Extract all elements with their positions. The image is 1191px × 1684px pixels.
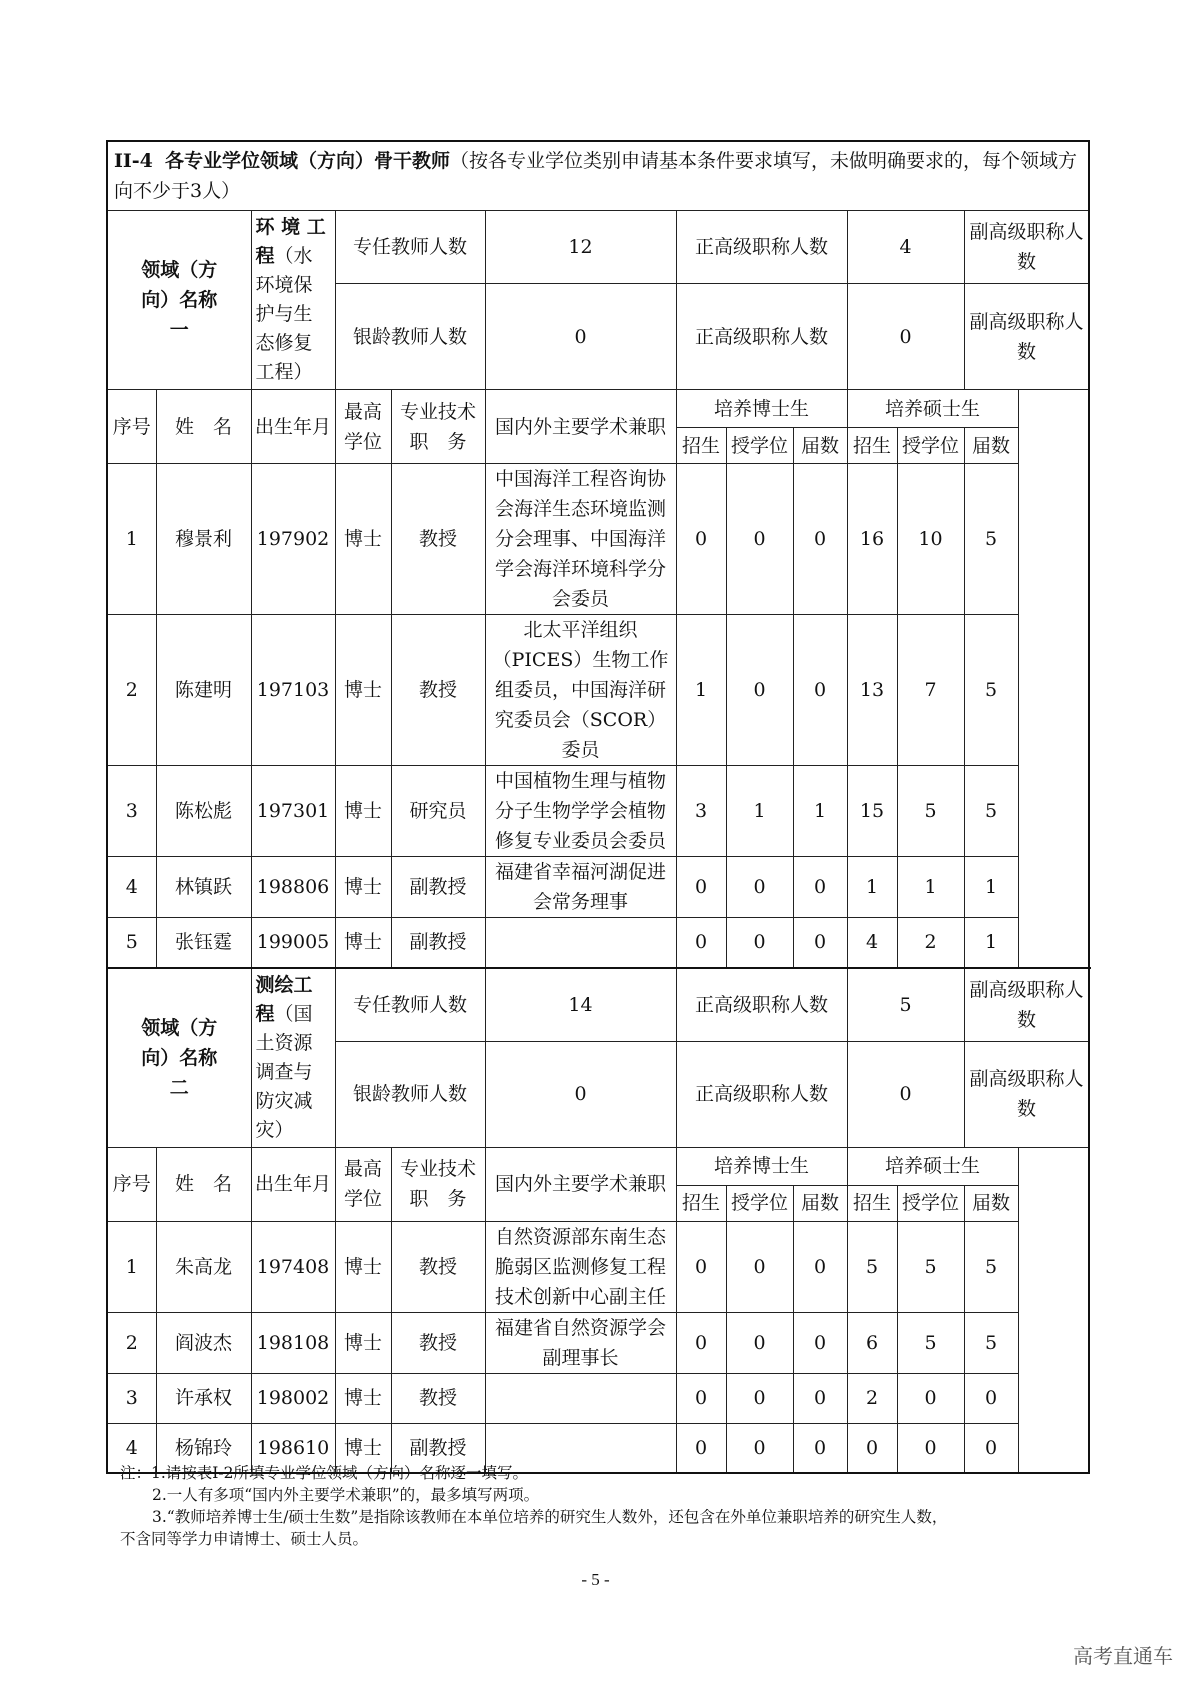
table-row (107, 1221, 1089, 1312)
column-header-row (107, 1147, 1089, 1185)
phd-count-cell: 1 (726, 766, 793, 857)
phd-cohorts-header: 届数 (793, 428, 847, 464)
master-count-cell: 5 (897, 1312, 964, 1373)
table-row (107, 918, 1089, 968)
table-row (107, 464, 1089, 615)
column-header-row (107, 390, 1089, 428)
domain-name-detail: （水环境保护与生态修复工程） (255, 245, 313, 383)
full-time-value: 14 (485, 968, 676, 1042)
table-row (107, 857, 1089, 918)
master-count-cell: 0 (964, 1373, 1018, 1423)
degree-cell: 博士 (335, 615, 391, 766)
master-header: 培养硕士生 (847, 1147, 1018, 1185)
domain-summary-row (107, 968, 1089, 1042)
core-teacher-table (106, 140, 1090, 1474)
seq-cell: 2 (107, 615, 156, 766)
phd-count-cell: 0 (793, 918, 847, 968)
watermark: 高考直通车 (1073, 1644, 1173, 1668)
birth-cell: 198610 (251, 1423, 335, 1473)
birth-cell: 198806 (251, 857, 335, 918)
master-header: 培养硕士生 (847, 390, 1018, 428)
name-cell: 杨锦玲 (156, 1423, 251, 1473)
master-count-cell: 10 (897, 464, 964, 615)
silver-senior-label: 正高级职称人数 (676, 284, 847, 390)
master-count-cell: 0 (897, 1423, 964, 1473)
domain-label: 领域（方向）名称一 (107, 211, 251, 390)
senior-value: 4 (847, 211, 964, 284)
domain-name-main: 测绘工程 (255, 973, 313, 1025)
degree-cell: 博士 (335, 464, 391, 615)
silver-vice-label: 副高级职称人数 (964, 284, 1089, 390)
title-cell: 教授 (391, 464, 485, 615)
title-cell: 副教授 (391, 1423, 485, 1473)
phd-count-cell: 0 (726, 1423, 793, 1473)
title-cell: 教授 (391, 1221, 485, 1312)
title-cell: 教授 (391, 1312, 485, 1373)
birth-header: 出生年月 (251, 390, 335, 464)
phd-count-cell: 0 (793, 1423, 847, 1473)
master-count-cell: 6 (847, 1312, 897, 1373)
posts-cell: 北太平洋组织（PICES）生物工作组委员，中国海洋研究委员会（SCOR）委员 (485, 615, 676, 766)
phd-count-cell: 0 (726, 464, 793, 615)
table-row (107, 1312, 1089, 1373)
master-cohorts-header: 届数 (964, 1185, 1018, 1221)
degree-header: 最高学位 (335, 1147, 391, 1221)
table-heading: 各专业学位领域（方向）骨干教师 (164, 150, 450, 172)
name-cell: 许承权 (156, 1373, 251, 1423)
phd-count-cell: 0 (793, 1373, 847, 1423)
master-count-cell: 5 (847, 1221, 897, 1312)
master-count-cell: 2 (847, 1373, 897, 1423)
phd-award-header: 授学位 (726, 1185, 793, 1221)
degree-cell: 博士 (335, 1312, 391, 1373)
phd-count-cell: 0 (793, 464, 847, 615)
title-header: 专业技术职 务 (391, 1147, 485, 1221)
master-count-cell: 0 (897, 1373, 964, 1423)
master-count-cell: 1 (964, 857, 1018, 918)
master-count-cell: 5 (964, 766, 1018, 857)
master-count-cell: 0 (964, 1423, 1018, 1473)
silver-senior-value: 0 (847, 284, 964, 390)
degree-cell: 博士 (335, 1221, 391, 1312)
master-enroll-header: 招生 (847, 428, 897, 464)
birth-cell: 198108 (251, 1312, 335, 1373)
name-cell: 林镇跃 (156, 857, 251, 918)
master-count-cell: 13 (847, 615, 897, 766)
phd-count-cell: 0 (676, 464, 726, 615)
master-count-cell: 2 (897, 918, 964, 968)
domain-label: 领域（方向）名称二 (107, 968, 251, 1148)
master-count-cell: 1 (964, 918, 1018, 968)
phd-count-cell: 0 (676, 1221, 726, 1312)
silver-value: 0 (485, 1041, 676, 1147)
seq-cell: 2 (107, 1312, 156, 1373)
degree-cell: 博士 (335, 857, 391, 918)
phd-count-cell: 3 (676, 766, 726, 857)
phd-header: 培养博士生 (676, 390, 847, 428)
seq-cell: 1 (107, 464, 156, 615)
table-code: II-4 (114, 150, 153, 172)
master-count-cell: 4 (847, 918, 897, 968)
seq-cell: 3 (107, 1373, 156, 1423)
posts-cell: 福建省自然资源学会副理事长 (485, 1312, 676, 1373)
phd-header: 培养博士生 (676, 1147, 847, 1185)
phd-count-cell: 0 (726, 857, 793, 918)
domain-summary-row (107, 211, 1089, 284)
name-cell: 穆景利 (156, 464, 251, 615)
phd-count-cell: 0 (676, 1373, 726, 1423)
document-page (106, 140, 1088, 1474)
degree-cell: 博士 (335, 1373, 391, 1423)
seq-cell: 4 (107, 1423, 156, 1473)
birth-cell: 198002 (251, 1373, 335, 1423)
name-cell: 朱高龙 (156, 1221, 251, 1312)
seq-header: 序号 (107, 390, 156, 464)
phd-count-cell: 1 (676, 615, 726, 766)
master-count-cell: 5 (964, 615, 1018, 766)
phd-count-cell: 1 (793, 766, 847, 857)
master-cohorts-header: 届数 (964, 428, 1018, 464)
posts-cell: 中国海洋工程咨询协会海洋生态环境监测分会理事、中国海洋学会海洋环境科学分会委员 (485, 464, 676, 615)
table-row (107, 1373, 1089, 1423)
phd-count-cell: 0 (676, 918, 726, 968)
master-award-header: 授学位 (897, 1185, 964, 1221)
birth-cell: 197902 (251, 464, 335, 615)
title-cell: 副教授 (391, 918, 485, 968)
table-body (107, 141, 1089, 1473)
title-header: 专业技术职 务 (391, 390, 485, 464)
phd-count-cell: 0 (726, 918, 793, 968)
silver-vice-label: 副高级职称人数 (964, 1041, 1089, 1147)
domain-name (251, 968, 335, 1148)
master-count-cell: 5 (964, 464, 1018, 615)
master-count-cell: 1 (897, 857, 964, 918)
silver-senior-value: 0 (847, 1041, 964, 1147)
domain-name-detail: （国土资源调查与防灾减灾） (255, 1002, 313, 1141)
birth-cell: 199005 (251, 918, 335, 968)
posts-cell (485, 1373, 676, 1423)
master-count-cell: 0 (847, 1423, 897, 1473)
phd-count-cell: 0 (676, 857, 726, 918)
master-count-cell: 1 (847, 857, 897, 918)
phd-count-cell: 0 (726, 1373, 793, 1423)
seq-cell: 3 (107, 766, 156, 857)
phd-cohorts-header: 届数 (793, 1185, 847, 1221)
phd-count-cell: 0 (726, 1312, 793, 1373)
footnote-3: 3.“教师培养博士生/硕士生数”是指除该教师在本单位培养的研究生人数外，还包含在外单位兼职培养的研究生人数， (152, 1508, 948, 1526)
silver-senior-label: 正高级职称人数 (676, 1041, 847, 1147)
posts-cell: 中国植物生理与植物分子生物学学会植物修复专业委员会委员 (485, 766, 676, 857)
master-count-cell: 15 (847, 766, 897, 857)
phd-count-cell: 0 (676, 1423, 726, 1473)
master-count-cell: 5 (964, 1312, 1018, 1373)
phd-enroll-header: 招生 (676, 428, 726, 464)
full-time-label: 专任教师人数 (335, 211, 485, 284)
footnote-2: 2.一人有多项“国内外主要学术兼职”的，最多填写两项。 (152, 1486, 540, 1504)
seq-cell: 1 (107, 1221, 156, 1312)
vice-senior-label: 副高级职称人数 (964, 211, 1089, 284)
senior-value: 5 (847, 968, 964, 1042)
master-count-cell: 5 (964, 1221, 1018, 1312)
footnote-1: 注：1.请按表I-2所填专业学位领域（方向）名称逐一填写。 (120, 1464, 529, 1482)
seq-cell: 4 (107, 857, 156, 918)
title-row (107, 141, 1089, 211)
silver-label: 银龄教师人数 (335, 284, 485, 390)
master-enroll-header: 招生 (847, 1185, 897, 1221)
posts-header: 国内外主要学术兼职 (485, 1147, 676, 1221)
name-cell: 陈建明 (156, 615, 251, 766)
phd-count-cell: 0 (676, 1312, 726, 1373)
master-count-cell: 5 (897, 766, 964, 857)
footnotes (120, 1462, 1090, 1550)
page-number: - 5 - (581, 1570, 610, 1589)
name-header: 姓 名 (156, 390, 251, 464)
posts-cell: 自然资源部东南生态脆弱区监测修复工程技术创新中心副主任 (485, 1221, 676, 1312)
phd-count-cell: 0 (793, 1312, 847, 1373)
title-cell: 教授 (391, 615, 485, 766)
table-row (107, 766, 1089, 857)
senior-label: 正高级职称人数 (676, 211, 847, 284)
seq-cell: 5 (107, 918, 156, 968)
table-title (107, 141, 1089, 211)
phd-count-cell: 0 (726, 615, 793, 766)
posts-header: 国内外主要学术兼职 (485, 390, 676, 464)
master-count-cell: 5 (897, 1221, 964, 1312)
full-time-value: 12 (485, 211, 676, 284)
name-cell: 陈松彪 (156, 766, 251, 857)
master-award-header: 授学位 (897, 428, 964, 464)
master-count-cell: 16 (847, 464, 897, 615)
title-cell: 教授 (391, 1373, 485, 1423)
degree-header: 最高学位 (335, 390, 391, 464)
birth-cell: 197408 (251, 1221, 335, 1312)
degree-cell: 博士 (335, 1423, 391, 1473)
name-cell: 阎波杰 (156, 1312, 251, 1373)
birth-header: 出生年月 (251, 1147, 335, 1221)
title-cell: 研究员 (391, 766, 485, 857)
phd-count-cell: 0 (793, 857, 847, 918)
birth-cell: 197301 (251, 766, 335, 857)
domain-name-main: 环 境 工程 (255, 216, 326, 267)
phd-enroll-header: 招生 (676, 1185, 726, 1221)
degree-cell: 博士 (335, 766, 391, 857)
title-cell: 副教授 (391, 857, 485, 918)
senior-label: 正高级职称人数 (676, 968, 847, 1042)
master-count-cell: 7 (897, 615, 964, 766)
footnote-3-cont: 不含同等学力申请博士、硕士人员。 (120, 1530, 369, 1548)
silver-value: 0 (485, 284, 676, 390)
phd-count-cell: 0 (726, 1221, 793, 1312)
degree-cell: 博士 (335, 918, 391, 968)
table-row (107, 615, 1089, 766)
posts-cell (485, 918, 676, 968)
name-cell: 张钰霆 (156, 918, 251, 968)
name-header: 姓 名 (156, 1147, 251, 1221)
phd-count-cell: 0 (793, 1221, 847, 1312)
birth-cell: 197103 (251, 615, 335, 766)
table-title-note: （按各专业学位类别申请基本条件要求填写，未做明确要求的，每个领域方向不少于3人） (114, 150, 1078, 202)
posts-cell: 福建省幸福河湖促进会常务理事 (485, 857, 676, 918)
domain-name (251, 211, 335, 390)
silver-label: 银龄教师人数 (335, 1041, 485, 1147)
phd-award-header: 授学位 (726, 428, 793, 464)
vice-senior-label: 副高级职称人数 (964, 968, 1089, 1042)
full-time-label: 专任教师人数 (335, 968, 485, 1042)
phd-count-cell: 0 (793, 615, 847, 766)
seq-header: 序号 (107, 1147, 156, 1221)
